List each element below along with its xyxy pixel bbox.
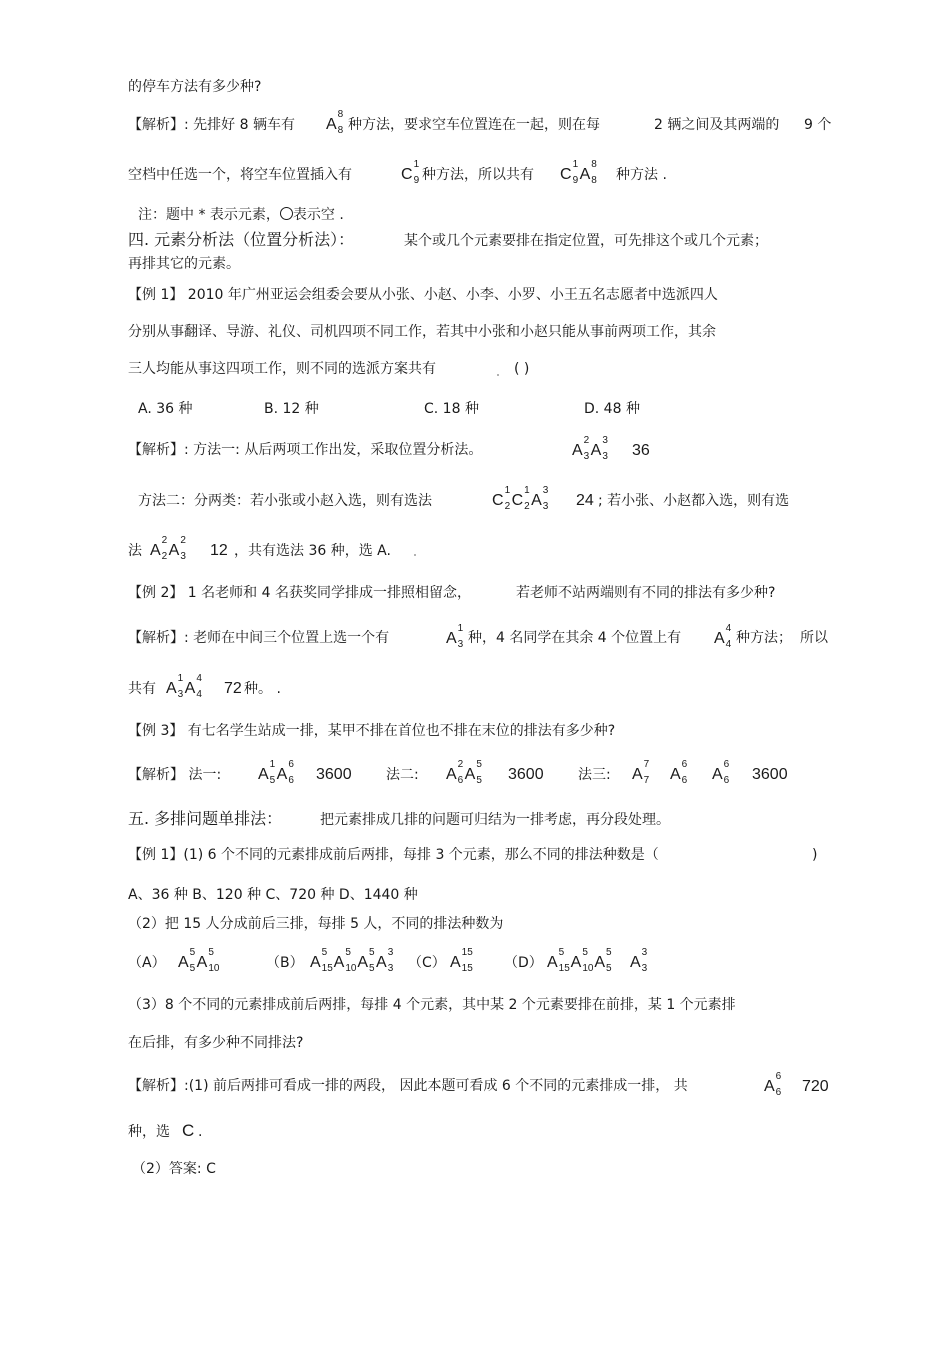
math-C91A88: C 1 9 A 8 8 xyxy=(560,159,597,186)
math-A31A44: A 1 3 A 4 4 xyxy=(166,673,202,700)
result-number: 720 xyxy=(802,1078,829,1095)
text-line: （2）答案: C xyxy=(132,1161,216,1177)
section-heading: 四. 元素分析法（位置分析法）： xyxy=(128,230,355,249)
math-A66: A 6 6 xyxy=(764,1071,782,1098)
text-line: 9 个 xyxy=(804,117,832,133)
text-line: （2）把 15 人分成前后三排，每排 5 人，不同的排法种数为 xyxy=(128,916,504,932)
math-A32A33: A 2 3 A 3 3 xyxy=(572,435,608,462)
section-heading: 五. 多排问题单排法： xyxy=(128,809,283,828)
text-line: . xyxy=(198,1124,203,1140)
math-A22A32: A 2 2 A 2 3 xyxy=(150,535,186,562)
math-C91: C 1 9 xyxy=(401,159,420,186)
text-line: 所以 xyxy=(800,630,828,646)
text-line: 法三: xyxy=(578,767,611,783)
text-line: ) xyxy=(812,847,818,863)
math-A51A66: A 1 5 A 6 6 xyxy=(258,759,294,786)
scan-mark xyxy=(414,554,416,556)
text-line: 【例 3】 有七名学生站成一排，某甲不排在首位也不排在末位的排法有多少种? xyxy=(128,723,616,739)
option-label: （D） xyxy=(504,955,543,971)
option-label: （A） xyxy=(128,955,166,971)
option-d: D. 48 种 xyxy=(584,401,640,417)
text-line: 种方法； xyxy=(736,630,792,646)
text-line: 把元素排成几排的问题可归结为一排考虑，再分段处理。 xyxy=(320,812,670,828)
math-C21C21A33: C 1 2 C 1 2 A 3 3 xyxy=(492,485,549,512)
math-A66: A 6 6 xyxy=(670,759,688,786)
math-option-d: A 5 15 A 5 10 A 5 5 xyxy=(547,947,612,974)
text-line: 法 xyxy=(128,543,142,559)
option-label: （B） xyxy=(266,955,304,971)
text-line: 【例 1】 2010 年广州亚运会组委会要从小张、小赵、小李、小罗、小王五名志愿者中选派四人 xyxy=(128,287,718,303)
text-line: 种方法 . xyxy=(616,167,667,183)
scan-mark xyxy=(497,374,499,376)
result-number: 3600 xyxy=(752,766,788,783)
text-line: 【例 1】(1) 6 个不同的元素排成前后两排，每排 3 个元素，那么不同的排法种数是（ xyxy=(128,847,659,863)
result-number: 3600 xyxy=(508,766,544,783)
text-line: 种，选 xyxy=(128,1124,170,1140)
text-line: 种，4 名同学在其余 4 个位置上有 xyxy=(468,630,682,646)
text-line: 三人均能从事这四项工作，则不同的选派方案共有 xyxy=(128,361,436,377)
text-line: 2 辆之间及其两端的 xyxy=(654,117,780,133)
math-A66: A 6 6 xyxy=(712,759,730,786)
option-label: （C） xyxy=(408,955,446,971)
result-number: 36 xyxy=(632,442,650,459)
math-A1515: A 15 15 xyxy=(450,947,473,974)
result-number: 3600 xyxy=(316,766,352,783)
math-option-b: A 5 15 A 5 10 A 5 5 A 3 3 xyxy=(310,947,394,974)
math-A44: A 4 4 xyxy=(714,623,732,650)
math-A62A55: A 2 6 A 5 5 xyxy=(446,759,482,786)
text-line: 的停车方法有多少种? xyxy=(128,79,262,95)
note-line: 注：题中 * 表示元素， 表示空 . xyxy=(138,207,344,223)
option-b: B. 12 种 xyxy=(264,401,319,417)
text-line: ，共有选法 36 种，选 A. xyxy=(234,543,391,559)
math-A31: A 1 3 xyxy=(446,623,464,650)
text-line: 若老师不站两端则有不同的排法有多少种? xyxy=(516,585,776,601)
answer-letter: C xyxy=(182,1121,195,1140)
math-A77: A 7 7 xyxy=(632,759,650,786)
text-line: 【例 2】 1 名老师和 4 名获奖同学排成一排照相留念， xyxy=(128,585,471,601)
option-c: C. 18 种 xyxy=(424,401,479,417)
text-line: ( ) xyxy=(514,361,530,377)
text-line: 再排其它的元素。 xyxy=(128,256,240,272)
text-line: （3）8 个不同的元素排成前后两排，每排 4 个元素，其中某 2 个元素要排在前排，某 1 个元素排 xyxy=(128,997,736,1013)
text-line: 【解析】: 先排好 8 辆车有 xyxy=(128,117,295,133)
result-number: 12 xyxy=(210,542,228,559)
circle-symbol xyxy=(280,207,293,220)
text-line: 种。 . xyxy=(244,681,281,697)
math-A88: A 8 8 xyxy=(326,109,344,136)
text-line: 方法二：分两类：若小张或小赵入选，则有选法 xyxy=(138,493,432,509)
math-A33: A 3 3 xyxy=(630,947,648,974)
text-line: 【解析】: 老师在中间三个位置上选一个有 xyxy=(128,630,390,646)
text-line: 【解析】:(1) 前后两排可看成一排的两段， 因此本题可看成 6 个不同的元素排成一排， 共 xyxy=(128,1078,688,1094)
text-line: 共有 xyxy=(128,681,156,697)
text-line: 种方法，要求空车位置连在一起，则在每 xyxy=(348,117,600,133)
text-line: 【解析】: 方法一: 从后两项工作出发，采取位置分析法。 xyxy=(128,442,483,458)
text-line: 【解析】 法一: xyxy=(128,767,222,783)
result-number: 72 xyxy=(224,680,242,697)
result-number: 24 xyxy=(576,492,594,509)
text-line: ; 若小张、小赵都入选，则有选 xyxy=(598,493,790,509)
math-A55A105: A 5 5 A 5 10 xyxy=(178,947,220,974)
option-a: A. 36 种 xyxy=(138,401,193,417)
text-line: 分别从事翻译、导游、礼仪、司机四项不同工作，若其中小张和小赵只能从事前两项工作，其余 xyxy=(128,324,716,340)
text-line: 某个或几个元素要排在指定位置，可先排这个或几个元素； xyxy=(404,233,768,249)
text-line: 种方法，所以共有 xyxy=(422,167,534,183)
text-line: 法二: xyxy=(386,767,419,783)
options-line: A、36 种 B、120 种 C、720 种 D、1440 种 xyxy=(128,887,418,903)
text-line: 空档中任选一个，将空车位置插入有 xyxy=(128,167,352,183)
text-line: 在后排，有多少种不同排法? xyxy=(128,1035,304,1051)
